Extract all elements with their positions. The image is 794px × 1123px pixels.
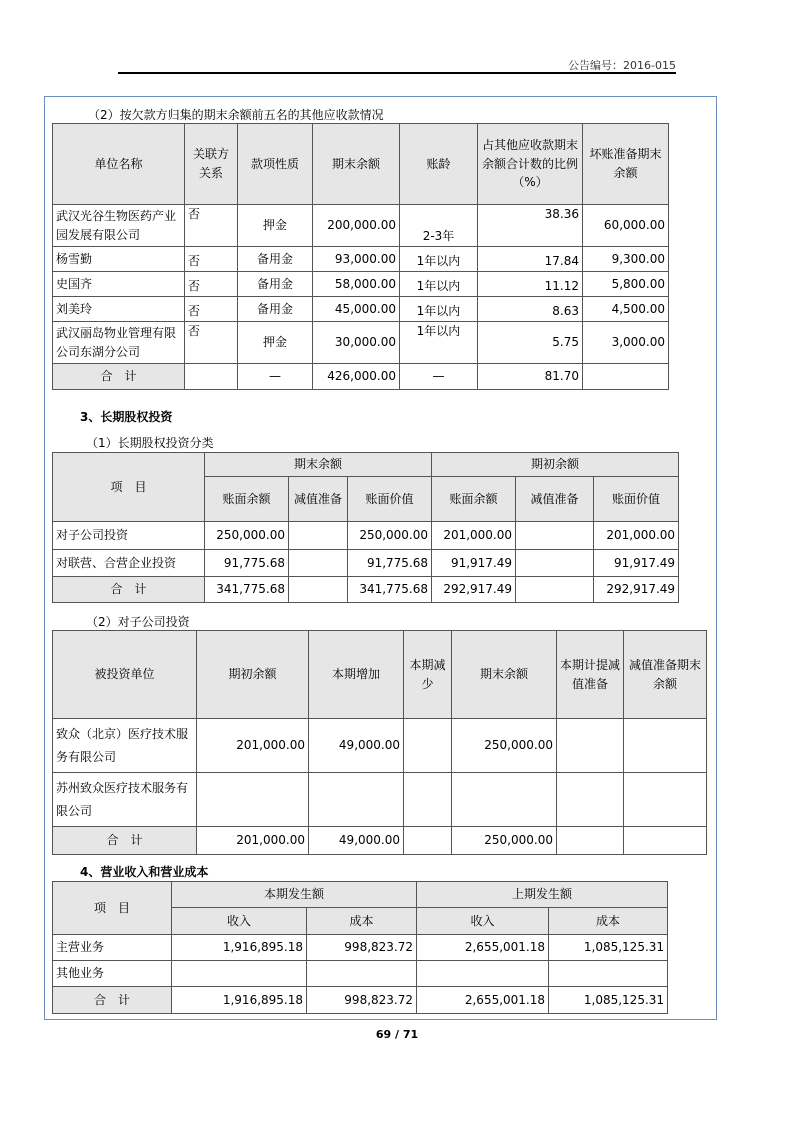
cell: 主营业务 [53, 935, 172, 961]
cell [583, 364, 669, 390]
cell: 1,085,125.31 [549, 935, 668, 961]
table-row [53, 773, 707, 827]
cell [557, 773, 624, 827]
cell: 250,000.00 [452, 827, 557, 855]
announcement-number: 公告编号：2016-015 [568, 59, 676, 72]
cell: 1,916,895.18 [172, 935, 307, 961]
table-header-row [53, 124, 669, 205]
table-row [53, 522, 679, 550]
cell: 201,000.00 [197, 827, 309, 855]
section-3-2-title: （2）对子公司投资 [86, 615, 190, 629]
cell: 1年以内 [400, 272, 478, 297]
header-cell: 单位名称 [53, 124, 185, 205]
table-row [53, 297, 669, 322]
cell: 998,823.72 [307, 935, 417, 961]
cell: 合 计 [53, 987, 172, 1014]
cell: 否 [185, 297, 238, 322]
cell: 苏州致众医疗技术服务有限公司 [53, 773, 197, 827]
cell: 91,775.68 [205, 550, 289, 577]
header-cell: 本期计提减值准备 [557, 631, 624, 719]
cell: 2,655,001.18 [417, 987, 549, 1014]
long-term-equity-table [52, 452, 679, 603]
total-row [53, 827, 707, 855]
revenue-cost-table [52, 881, 668, 1014]
cell: 91,775.68 [348, 550, 432, 577]
header-cell: 期末余额 [313, 124, 400, 205]
table-header-row [53, 882, 668, 908]
cell: — [238, 364, 313, 390]
table-row [53, 935, 668, 961]
header-cell: 期初余额 [432, 453, 679, 477]
cell [624, 827, 707, 855]
cell: 押金 [238, 205, 313, 247]
section-3-title: 3、长期股权投资 [80, 410, 173, 424]
cell: 91,917.49 [594, 550, 679, 577]
cell: 58,000.00 [313, 272, 400, 297]
header-cell: 占其他应收款期末余额合计数的比例（%） [478, 124, 583, 205]
cell [309, 773, 404, 827]
header-cell: 期末余额 [452, 631, 557, 719]
cell: 3,000.00 [583, 322, 669, 364]
section-4-title: 4、营业收入和营业成本 [80, 865, 209, 879]
header-cell: 款项性质 [238, 124, 313, 205]
section-3-1-title: （1）长期股权投资分类 [86, 436, 214, 450]
cell: 250,000.00 [348, 522, 432, 550]
header-cell: 期末余额 [205, 453, 432, 477]
cell: 38.36 [478, 205, 583, 247]
cell: 49,000.00 [309, 719, 404, 773]
cell [557, 827, 624, 855]
cell: 武汉丽岛物业管理有限公司东湖分公司 [53, 322, 185, 364]
cell [404, 827, 452, 855]
cell: 5,800.00 [583, 272, 669, 297]
header-cell: 收入 [417, 908, 549, 935]
header-cell: 成本 [549, 908, 668, 935]
cell [185, 364, 238, 390]
cell: 备用金 [238, 247, 313, 272]
cell [289, 550, 348, 577]
table-row [53, 550, 679, 577]
cell [516, 550, 594, 577]
header-cell: 账龄 [400, 124, 478, 205]
cell: 292,917.49 [594, 577, 679, 603]
table-row [53, 272, 669, 297]
cell [516, 522, 594, 550]
cell: 1,916,895.18 [172, 987, 307, 1014]
table-row [53, 322, 669, 364]
cell [417, 961, 549, 987]
table-row [53, 719, 707, 773]
cell [452, 773, 557, 827]
header-cell: 期初余额 [197, 631, 309, 719]
cell: 否 [185, 247, 238, 272]
cell: 对子公司投资 [53, 522, 205, 550]
cell [289, 522, 348, 550]
header-cell: 账面价值 [594, 477, 679, 522]
cell: 201,000.00 [432, 522, 516, 550]
cell [197, 773, 309, 827]
cell: 1年以内 [400, 297, 478, 322]
cell: 2-3年 [400, 205, 478, 247]
cell: 押金 [238, 322, 313, 364]
cell: 1年以内 [400, 247, 478, 272]
cell: 4,500.00 [583, 297, 669, 322]
header-cell: 被投资单位 [53, 631, 197, 719]
subsidiary-investment-table [52, 630, 707, 855]
cell [549, 961, 668, 987]
cell: 11.12 [478, 272, 583, 297]
page-number: 69 / 71 [375, 1028, 419, 1041]
cell: 杨雪勤 [53, 247, 185, 272]
cell [404, 719, 452, 773]
cell: — [400, 364, 478, 390]
cell: 否 [185, 205, 238, 247]
table-header-row [53, 631, 707, 719]
cell: 91,917.49 [432, 550, 516, 577]
cell: 998,823.72 [307, 987, 417, 1014]
cell: 合 计 [53, 577, 205, 603]
header-cell: 本期减少 [404, 631, 452, 719]
cell: 1,085,125.31 [549, 987, 668, 1014]
cell: 341,775.68 [348, 577, 432, 603]
cell: 1年以内 [400, 322, 478, 364]
table-row [53, 961, 668, 987]
table-row [53, 247, 669, 272]
header-cell: 本期增加 [309, 631, 404, 719]
cell [172, 961, 307, 987]
cell: 200,000.00 [313, 205, 400, 247]
header-cell: 收入 [172, 908, 307, 935]
cell: 49,000.00 [309, 827, 404, 855]
header-cell: 减值准备期末余额 [624, 631, 707, 719]
cell: 45,000.00 [313, 297, 400, 322]
cell [624, 719, 707, 773]
table-row [53, 205, 669, 247]
cell: 对联营、合营企业投资 [53, 550, 205, 577]
section-2-title: （2）按欠款方归集的期末余额前五名的其他应收款情况 [88, 108, 384, 122]
cell: 否 [185, 322, 238, 364]
header-cell: 成本 [307, 908, 417, 935]
table-header-row [53, 453, 679, 477]
cell: 250,000.00 [452, 719, 557, 773]
cell: 否 [185, 272, 238, 297]
cell: 备用金 [238, 272, 313, 297]
header-cell: 减值准备 [289, 477, 348, 522]
header-rule [118, 72, 676, 74]
cell: 合 计 [53, 364, 185, 390]
cell: 其他业务 [53, 961, 172, 987]
cell: 备用金 [238, 297, 313, 322]
header-cell: 上期发生额 [417, 882, 668, 908]
cell [307, 961, 417, 987]
cell: 史国齐 [53, 272, 185, 297]
cell: 合 计 [53, 827, 197, 855]
cell: 8.63 [478, 297, 583, 322]
cell: 341,775.68 [205, 577, 289, 603]
cell: 17.84 [478, 247, 583, 272]
cell [557, 719, 624, 773]
cell: 5.75 [478, 322, 583, 364]
cell: 201,000.00 [197, 719, 309, 773]
header-cell: 关联方关系 [185, 124, 238, 205]
cell: 2,655,001.18 [417, 935, 549, 961]
cell: 426,000.00 [313, 364, 400, 390]
cell: 81.70 [478, 364, 583, 390]
cell: 30,000.00 [313, 322, 400, 364]
cell: 武汉光谷生物医药产业园发展有限公司 [53, 205, 185, 247]
header-cell: 账面价值 [348, 477, 432, 522]
cell [404, 773, 452, 827]
cell: 60,000.00 [583, 205, 669, 247]
header-cell: 本期发生额 [172, 882, 417, 908]
cell: 9,300.00 [583, 247, 669, 272]
header-cell: 账面余额 [432, 477, 516, 522]
cell: 292,917.49 [432, 577, 516, 603]
cell [516, 577, 594, 603]
header-cell: 坏账准备期末余额 [583, 124, 669, 205]
cell [289, 577, 348, 603]
header-cell: 项 目 [53, 882, 172, 935]
total-row [53, 987, 668, 1014]
cell: 刘美玲 [53, 297, 185, 322]
cell: 93,000.00 [313, 247, 400, 272]
cell: 201,000.00 [594, 522, 679, 550]
top-five-receivables-table [52, 123, 669, 390]
cell [624, 773, 707, 827]
cell: 250,000.00 [205, 522, 289, 550]
header-cell: 减值准备 [516, 477, 594, 522]
header-cell: 账面余额 [205, 477, 289, 522]
header-cell: 项 目 [53, 453, 205, 522]
cell: 致众（北京）医疗技术服务有限公司 [53, 719, 197, 773]
total-row [53, 364, 669, 390]
total-row [53, 577, 679, 603]
